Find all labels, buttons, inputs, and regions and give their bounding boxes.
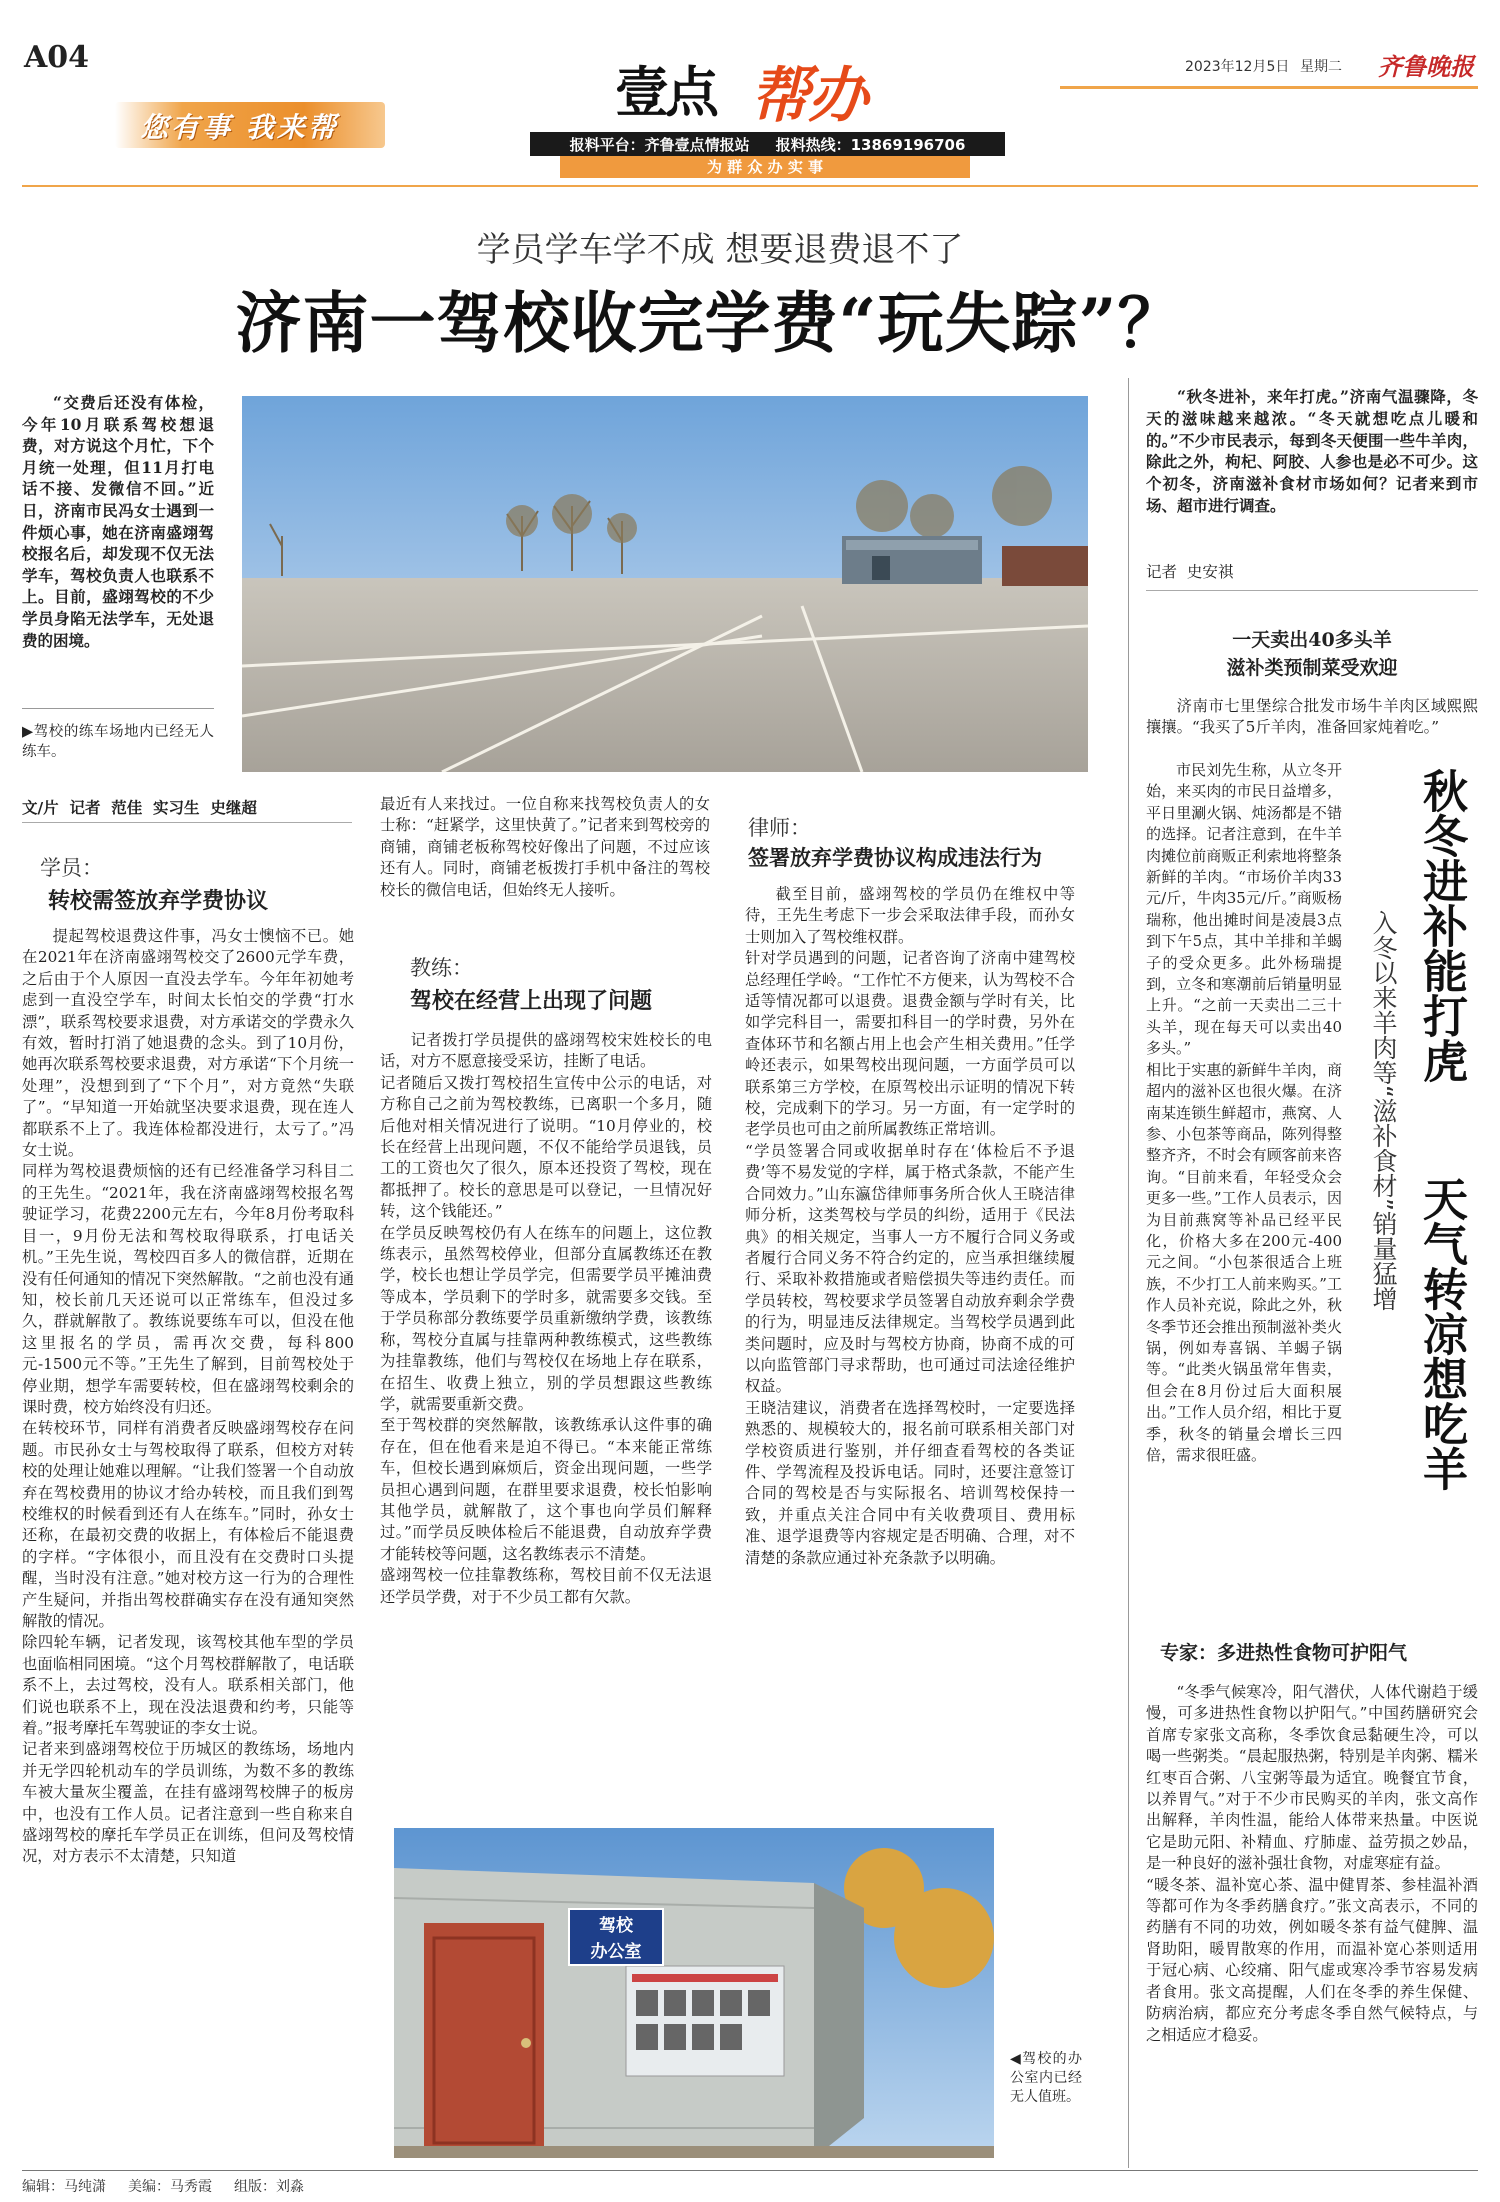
office-sign: 驾校 办公室 <box>568 1908 664 1966</box>
header-rule-bottom <box>22 185 1478 187</box>
issue-weekday: 星期二 <box>1300 59 1342 75</box>
sub1-body: 市民刘先生称，从立冬开始，来买肉的市民日益增多，平日里涮火锅、炖汤都是不错的选择。记者注意到，在牛羊肉摊位前商贩正利索地将整条新鲜的羊肉。“市场价羊肉33元/斤，牛肉35元/斤。”商贩杨瑞称，他出摊时间是凌晨3点到下午5点，其中羊排和羊蝎子的受众更多。此外杨瑞提到，立冬和寒潮前后销量明显上升。“之前一天卖出二三十头羊，现在每天可以卖出40多头。” 相比于实惠的新鲜牛羊肉，商超内的滋补区也很火爆。在济南某连锁生鲜超市，燕窝、人参、小包茶等商品，陈列得整整齐齐，不时会有顾客前来咨询。“目前来看，年轻受众会更多一些。”工作人员表示，因为目前燕窝等补品已经平民化，价格大多在200元-400元之间。“小包茶很适合上班族，不少打工人前来购买。”工作人员补充说，除此之外，秋冬季节还会推出预制滋补类火锅，例如寿喜锅、羊蝎子锅等。“此类火锅虽常年售卖，但会在8月份过后大面积展出。”工作人员介绍，相比于夏季，秋冬的销量会增长三四倍，需求很旺盛。 <box>1146 761 1342 1464</box>
photo1-caption: ▶驾校的练车场地内已经无人练车。 <box>22 724 214 760</box>
vertical-subheadline: 入冬以来羊肉等“滋补食材”销量猛增 <box>1369 910 1398 1311</box>
byline-rule <box>22 822 352 823</box>
sub2-body: “冬季气候寒冷，阳气潜伏，人体代谢趋于缓慢，可多进热性食物以护阳气。”中国药膳研究会首席专家张文高称，冬季饮食忌黏硬生冷，可以喝一些粥类。“晨起服热粥，特别是羊肉粥、糯米红枣百合粥、八宝粥等最为适宜。晚餐宜节食，以养胃气。”对于不少市民购买的羊肉，张文高作出解释，羊肉性温，能给人体带来热量。中医说它是助元阳、补精血、疗肺虚、益劳损之妙品，是一种良好的滋补强壮食物，对虚寒症有益。 “暖冬茶、温补宽心茶、温中健胃茶、参桂温补酒等都可作为冬季药膳食疗。”张文高表示，不同的药膳有不同的功效，例如暖冬茶有益气健脾、温肾助阳，暖胃散寒的作用，而温补宽心茶则适用于冠心病、心绞痛、阳气虚或寒冷季节容易发病者食用。张文高提醒，人们在冬季的养生保健、防病治病，都应充分考虑冬季自然气候特点，与之相适应才稳妥。 <box>1146 1683 1478 2044</box>
section2-headline: 驾校在经营上出现了问题 <box>410 988 653 1014</box>
headline: 济南一驾校收完学费“玩失踪”？ <box>235 284 1185 362</box>
slogan: 您有事 我来帮 <box>140 111 339 144</box>
section3-headline: 签署放弃学费协议构成违法行为 <box>748 845 1042 870</box>
page-number: A04 <box>24 40 90 75</box>
story2-byline: 记者 史安祺 <box>1146 563 1234 581</box>
kicker: 学员学车学不成 想要退费退不了 <box>476 230 964 270</box>
column2-body: 记者拨打学员提供的盛翊驾校宋姓校长的电话，对方不愿意接受采访，挂断了电话。 记者随后又拨打驾校招生宣传中公示的电话，对方称自己之前为驾校教练，已离职一个多月，随后他对相关情况进行了说明。“10月停业的，校长在经营上出现问题，不仅不能给学员退钱，员工的工资也欠了很久，原本还投资了驾校，现在都抵押了。校长的意思是可以登记，一旦情况好转，这个钱能还。” 在学员反映驾校仍有人在练车的问题上，这位教练表示，虽然驾校停业，但部分直属教练还在教学，校长也想让学员学完，但需要学员平摊油费等成本，学员剩下的学时多，就需要多交钱。至于学员称部分教练要学员重新缴纳学费，该教练称，驾校分直属与挂靠两种教练模式，这些教练为挂靠教练，他们与驾校仅在场地上存在联系，在招生、收费上独立，别的学员想跟这些教练学，就需要重新交费。 至于驾校群的突然解散，该教练承认这件事的确存在，但在他看来是迫不得已。“本来能正常练车，但校长遇到麻烦后，资金出现问题，一些学员担心遇到问题，在群里要求退费，校长怕影响其他学员，就解散了，这个事也向学员们解释过。”而学员反映体检后不能退费，自动放弃学费才能转校等问题，这名教练表示不清楚。 盛翊驾校一位挂靠教练称，驾校目前不仅无法退还学员学费，对于不少员工都有欠款。 <box>380 1031 712 1606</box>
vertical-headline-1: 秋冬进补能打虎 <box>1415 768 1468 1083</box>
footer-editor: 编辑：马纯潇 <box>22 2179 106 2195</box>
column1-body: 提起驾校退费这件事，冯女士懊恼不已。她在2021年在济南盛翊驾校交了2600元学车费，之后由于个人原因一直没去学车。今年年初她考虑到一直没空学车，时间太长怕交的学费“打水漂”，联系驾校要求退费，对方承诺交的学费永久有效，暂时打消了她退费的念头。到了10月份，她再次联系驾校要求退费，对方承诺“下个月统一处理”，没想到到了“下个月”，对方竟然“失联了”。“早知道一开始就坚决要求退费，现在连人都联系不上了。我连体检都没进行，太亏了。”冯女士说。 同样为驾校退费烦恼的还有已经准备学习科目二的王先生。“2021年，我在济南盛翊驾校报名驾驶证学习，花费2200元左右，今年8月份考取科目一，9月份无法和驾校取得联系，打电话关机。”王先生说，驾校四百多人的微信群，近期在没有任何通知的情况下突然解散。“之前也没有通知，校长前几天还说可以正常练车，但没过多久，群就解散了。教练说要练车可以，但没在他这里报名的学员，需再次交费，每科800元-1500元不等。”王先生了解到，目前驾校处于停业期，想学车需要转校，但在盛翊驾校剩余的课时费，校方始终没有归还。 在转校环节，同样有消费者反映盛翊驾校存在问题。市民孙女士与驾校取得了联系，但校方对转校的处理让她难以理解。“让我们签署一个自动放弃在驾校费用的协议才给办转校，而且我们到驾校维权的时候看到还有人在练车。”同时，孙女士还称，在最初交费的收据上，有体检后不能退费的字样。“字体很小，而且没有在交费时口头提醒，当时没有注意。”她对校方这一行为的合理性产生疑问，并指出驾校群确实存在没有通知突然解散的情况。 除四轮车辆，记者发现，该驾校其他车型的学员也面临相同困境。“这个月驾校群解散了，电话联系不上，去过驾校，没有人。联系相关部门，他们说也联系不上，现在没法退费和约考，只能等着。”报考摩托车驾驶证的李女士说。 记者来到盛翊驾校位于历城区的教练场，场地内并无学四轮机动车的学员训练，为数不多的教练车被大量灰尘覆盖，在挂有盛翊驾校牌子的板房中，也没有工作人员。记者注意到一些自称来自盛翊驾校的摩托车学员正在训练，但问及驾校情况，对方表示不太清楚，只知道 <box>22 927 354 1866</box>
photo-office <box>394 1828 994 2158</box>
section2-tag: 教练： <box>410 956 473 980</box>
byline-story1: 文/片 记者 范佳 实习生 史继超 <box>22 799 257 817</box>
photo2-caption: ◀驾校的办公室内已经无人值班。 <box>1010 2051 1082 2105</box>
footer-proof: 组版：刘淼 <box>234 2179 304 2195</box>
section1-tag: 学员： <box>40 856 103 880</box>
story2-intro: “秋冬进补，来年打虎。”济南气温骤降，冬天的滋味越来越浓。“冬天就想吃点儿暖和的。”不少市民表示，每到冬天便围一些牛羊肉，除此之外，枸杞、阿胶、人参也是必不可少。这个初冬，济南滋补食材市场如何？记者来到市场、超市进行调查。 <box>1146 387 1478 515</box>
column-logo <box>615 48 905 133</box>
photo-training-ground <box>242 396 1088 772</box>
lead-paragraph: “交费后还没有体检，今年10月联系驾校想退费，对方说这个月忙，下个月统一处理，但11月打电话不接、发微信不回。”近日，济南市民冯女士遇到一件烦心事，她在济南盛翊驾校报名后，却发现不仅无法学车，驾校负责人也联系不上。目前，盛翊驾校的不少学员身陷无法学车，无处退费的困境。 <box>22 393 214 650</box>
hotline-phone: 报料热线：13869196706 <box>775 135 966 154</box>
story2-byline-rule <box>1146 590 1478 591</box>
motto-bar: 为 群 众 办 实 事 <box>560 156 970 178</box>
footer-designer: 美编：马秀霞 <box>128 2179 212 2195</box>
issue-date: 2023年12月5日 <box>1185 59 1290 75</box>
footer-credits <box>22 2176 304 2196</box>
hotline-platform: 报料平台：齐鲁壹点情报站 <box>569 135 750 154</box>
sub2-headline: 专家：多进热性食物可护阳气 <box>1160 1642 1408 1664</box>
column3-body: 截至目前，盛翊驾校的学员仍在维权中等待，王先生考虑下一步会采取法律手段，而孙女士则加入了驾校维权群。 针对学员遇到的问题，记者咨询了济南中建驾校总经理任学岭。“工作忙不方便来，认为驾校不合适等情况都可以退费。退费金额与学时有关，比如学完科目一，需要扣科目一的学时费，另外在查体环节和名额占用上也会产生相关费用。”任学岭还表示，如果驾校出现问题，一方面学员可以联系第三方学校，在原驾校出示证明的情况下转校，完成剩下的学习。另一方面，有一定学时的老学员也可由之前所属教练正常培训。 “学员签署合同或收据单时存在‘体检后不予退费’等不易发觉的字样，属于格式条款，不能产生合同效力。”山东瀛岱律师事务所合伙人王晓洁律师分析，这类驾校与学员的纠纷，适用于《民法典》的相关规定，当事人一方不履行合同义务或者履行合同义务不符合约定的，应当承担继续履行、采取补救措施或者赔偿损失等违约责任。而学员转校，驾校要求学员签署自动放弃剩余学费的行为，明显违反法律规定。当驾校学员遇到此类问题时，应及时与驾校方协商，协商不成的可以向监管部门寻求帮助，也可通过司法途径维护权益。 王晓洁建议，消费者在选择驾校时，一定要选择熟悉的、规模较大的，报名前可联系相关部门对学校资质进行鉴别，并仔细查看驾校的各类证件、学驾流程及投诉电话。同时，还要注意签订合同的驾校是否与实际报名、培训驾校保持一致，并重点关注合同中有关收费项目、费用标准、退学退费等内容规定是否明确、合理，对不清楚的条款应通过补充条款予以明确。 <box>745 885 1075 1567</box>
footer-rule <box>22 2170 1478 2171</box>
header-rule <box>1060 86 1478 89</box>
story2-left-rule <box>1128 378 1129 2168</box>
column-logo-b: 帮办 <box>750 61 866 131</box>
vertical-headline-2: 天气转凉想吃羊 <box>1415 1176 1468 1491</box>
column2-top: 最近有人来找过。一位自称来找驾校负责人的女士称：“赶紧学，这里快黄了。”记者来到驾校旁的商铺，商铺老板称驾校好像出了问题，不过应该还有人。同时，商铺老板拨打手机中备注的驾校校长的微信电话，但始终无人接听。 <box>380 795 710 899</box>
section1-headline: 转校需签放弃学费协议 <box>48 888 269 914</box>
column-logo-a: 壹点 <box>615 61 715 124</box>
section3-tag: 律师： <box>748 816 811 840</box>
paper-name: 齐鲁晚报 <box>1378 52 1474 81</box>
sub1-headline: 一天卖出40多头羊 滋补类预制菜受欢迎 <box>1226 629 1398 679</box>
hotline-bar <box>530 132 1005 156</box>
lead-divider <box>22 708 214 709</box>
sub1-top-paragraph: 济南市七里堡综合批发市场牛羊肉区域熙熙攘攘。“我买了5斤羊肉，准备回家炖着吃。” <box>1146 697 1478 737</box>
